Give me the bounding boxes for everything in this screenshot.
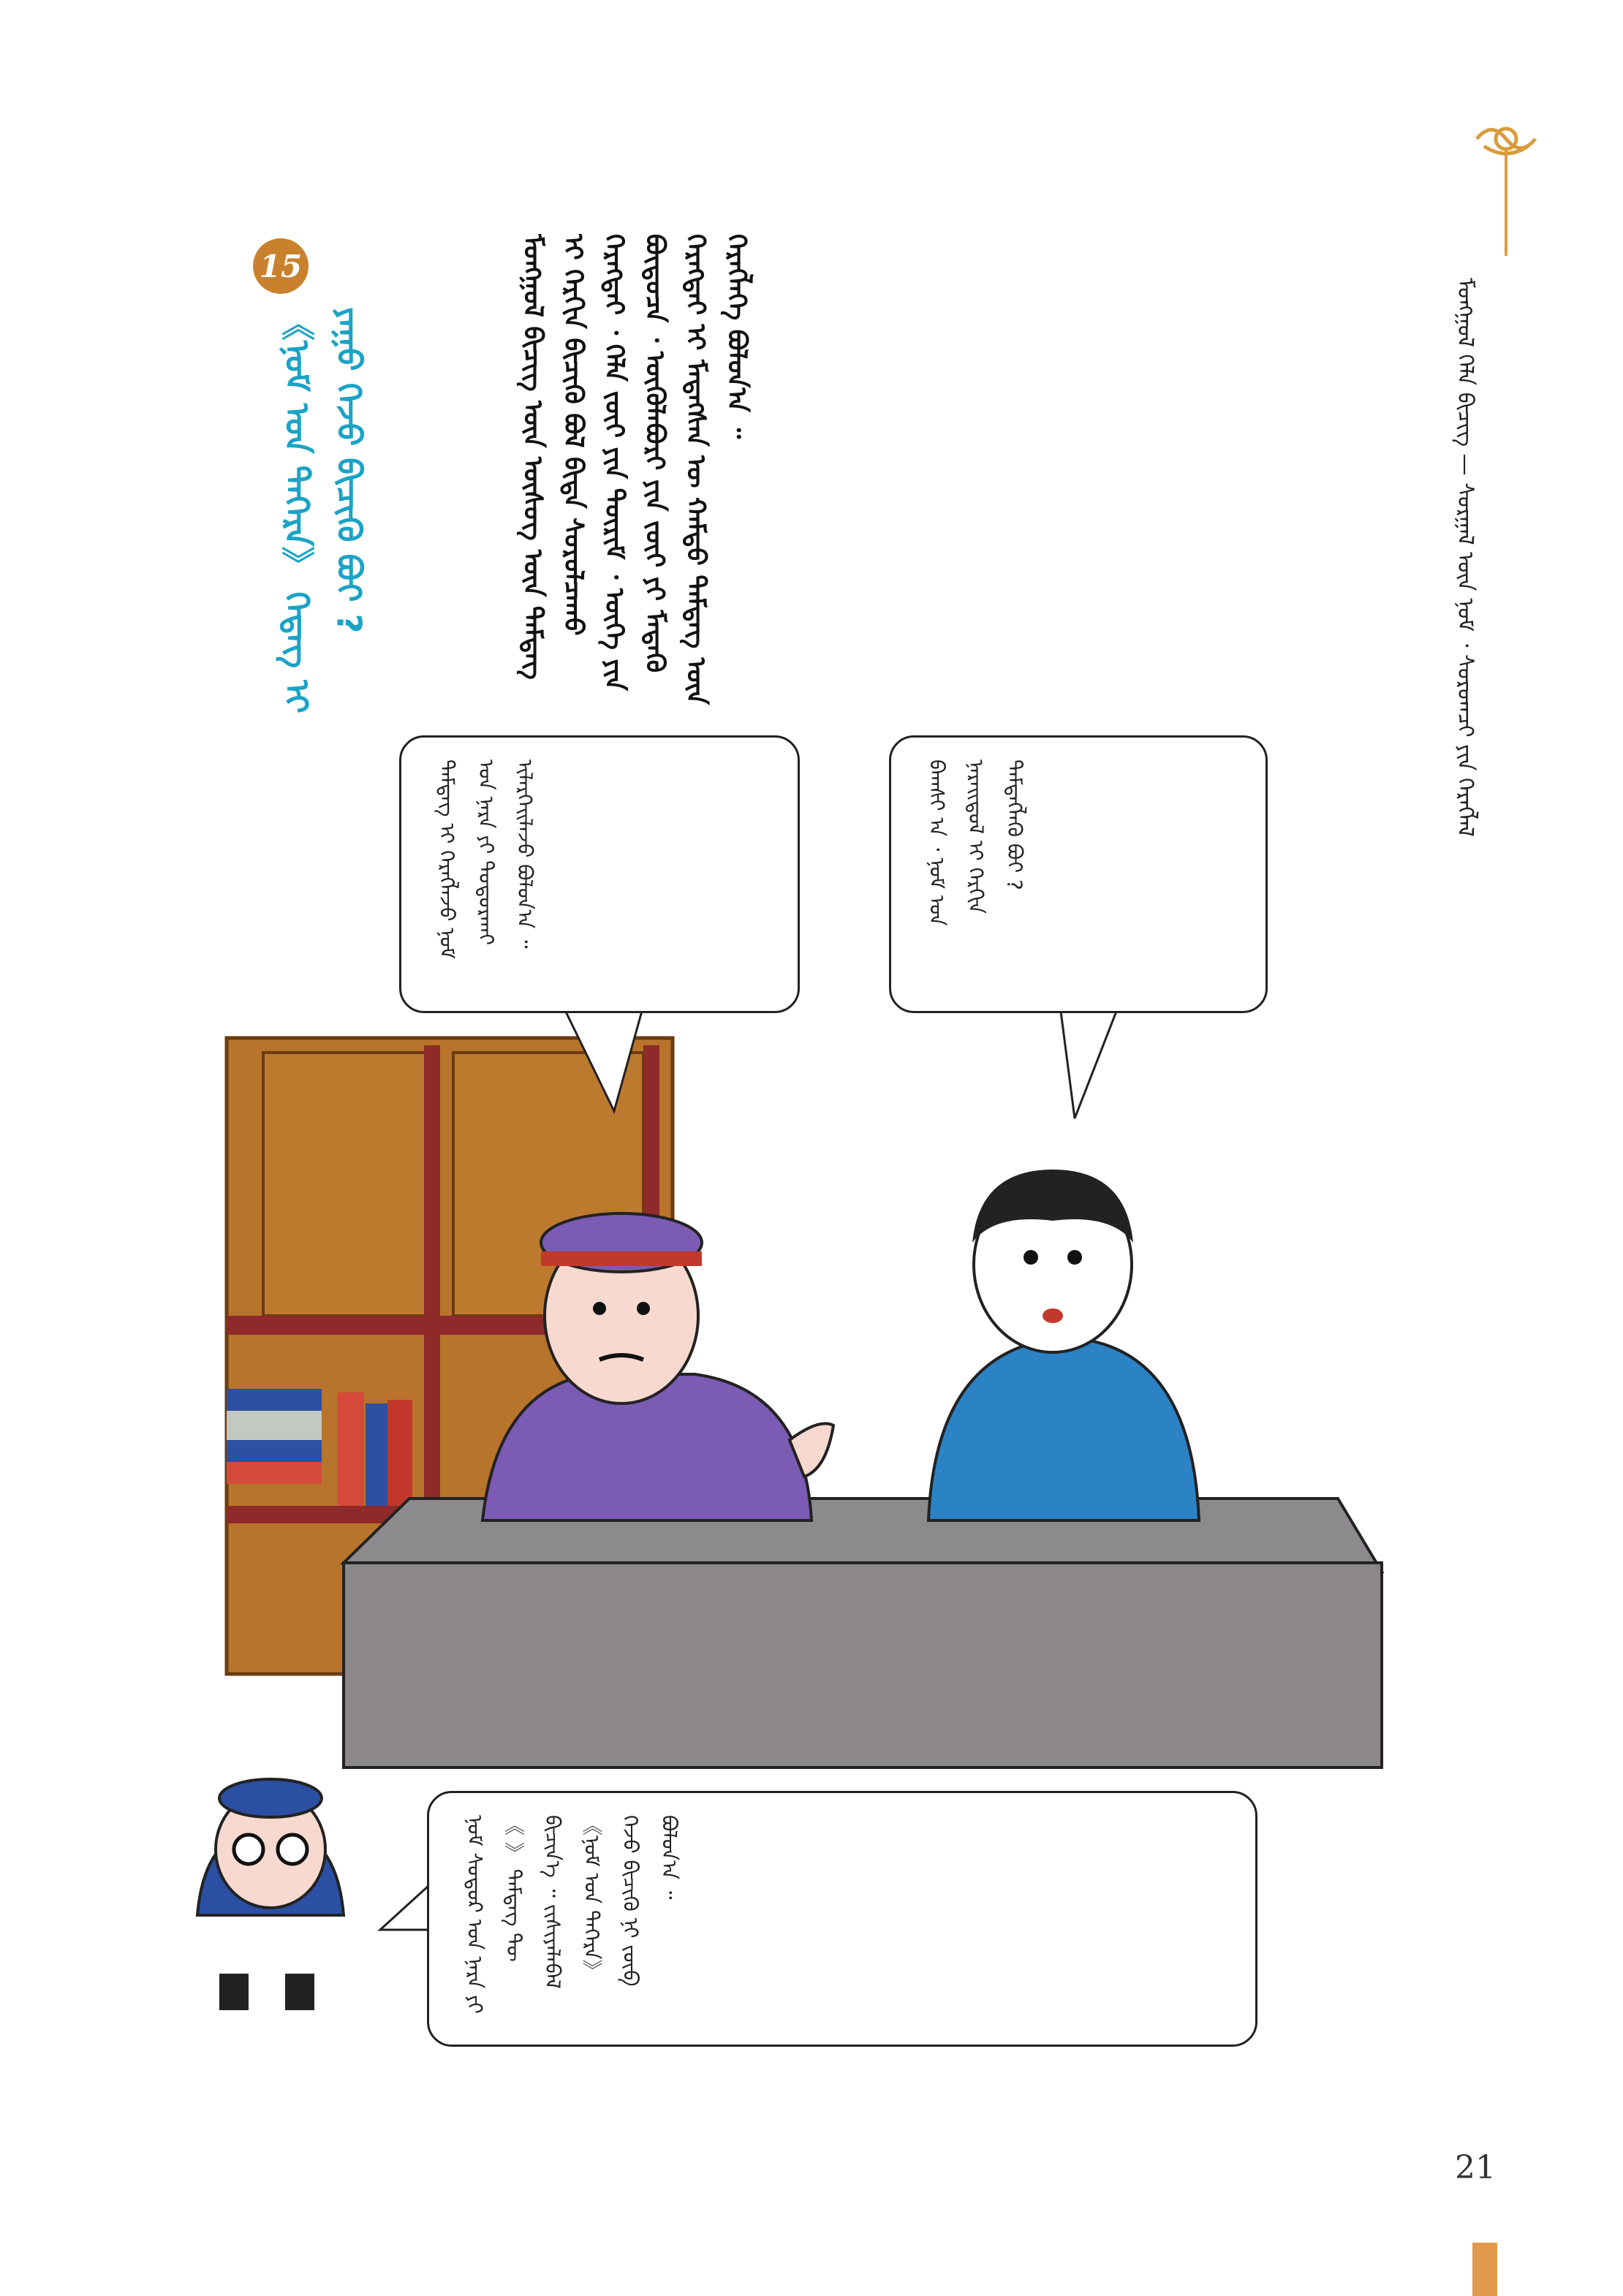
child-figure bbox=[197, 1779, 344, 2010]
page-number: 21 bbox=[1455, 2149, 1496, 2186]
speech-bubble-child bbox=[427, 1791, 1257, 2047]
speech-bubble-text: ᠲᠡᠮᠳᠡᠭ ᠢ ᠬᠡᠷᠡᠭᠯᠡᠵᠦ ᠨᠣᠮ ᠤᠨ ᠨᠡᠷᠡ ᠶᠢ ᠲᠣᠳᠣᠷᠬᠠᠢ ᠢᠯᠡᠷᠬᠡᠢᠯᠡᠵᠦ ᠪᠣᠯᠣᠨ᠎ᠠ ᠃ bbox=[435, 759, 537, 959]
bubble-tail-bottom bbox=[380, 1886, 428, 1930]
page-edge-tab bbox=[1472, 2243, 1497, 2296]
question-title: 《ᠨᠣᠮ ᠤᠨ ᠳᠡᠭᠡᠷᠡ》 ᠭᠡᠳᠡᠭ ᠢ ᠶᠠᠭᠤ ᠭᠡᠵᠦ ᠪᠢᠴᠢᠬᠦ ᠪᠤᠢ ? bbox=[277, 307, 369, 713]
speech-bubble-student bbox=[889, 735, 1268, 1013]
question-number-badge: 15 bbox=[253, 238, 309, 294]
student-figure bbox=[928, 1170, 1199, 1520]
speech-bubble-text: ᠨᠣᠮ ᠰᠤᠳᠤᠷ ᠤᠨ ᠨᠡᠷᠡ ᠶᠢ 《 》 ᠲᠡᠮᠳᠡᠭ ᠲᠦ ᠪᠢᠴᠢᠨ᠎ᠡ ᠃ ᠵᠢᠱᠢᠶᠡᠯᠡᠪᠡᠯ 《ᠨᠣᠮ ᠤᠨ ᠳᠡᠭᠡᠷᠡ》 ᠭᠡᠵᠦ ᠪᠢᠴᠢᠬᠦ ᠨᠢ ᠵᠥᠪ ᠪᠣᠯᠤᠨ᠎ᠠ ᠃ bbox=[463, 1815, 682, 2014]
bubble-tail-right bbox=[1060, 1006, 1119, 1118]
body-paragraph: ᠮᠣᠩᠭᠣᠯ ᠪᠢᠴᠢᠭ ᠦᠨ ᠦᠰᠦᠭ ᠦᠨ ᠲᠡᠮᠳᠡᠭ ᠢ ᠬᠡᠷᠬᠢᠨ ᠪᠢᠴᠢᠬᠦ ᠪᠣᠯ ᠪᠢᠳᠡ ᠰᠤᠷᠤᠯᠴᠠᠬᠤ ᠬᠡᠷᠡᠭᠲᠡᠢ ᠂ ᠬᠡᠯᠡ ᠵᠦᠢ ᠶᠢᠨ ᠳᠦᠷᠢᠮ ᠂ ᠦᠭᠡ ᠶᠢᠨ ᠪᠦᠲᠦᠴᠡ ᠂ ᠥᠭᠦᠯᠡᠪᠦᠷᠢ ᠶᠢᠨ ᠵᠦᠢ ᠶᠢ ᠮᠡᠳᠡᠬᠦ ᠬᠡᠷᠡᠭᠲᠡᠢ ᠢ ᠮᠡᠳᠡᠭᠰᠡᠨ ᠦ ᠬᠠᠮᠲᠤ ᠲᠡᠮᠳᠡᠭ ᠦᠨ ᠬᠡᠷᠡᠭᠯᠡᠭᠡ ᠪᠣᠯᠤᠨ᠎ᠠ ᠃ bbox=[517, 234, 752, 705]
desk-illustration bbox=[344, 1499, 1382, 1768]
speech-bubble-teacher bbox=[399, 735, 800, 1013]
speech-bubble-text: ᠪᠠᠭᠰᠢ ᠠ ᠂ ᠨᠣᠮ ᠤᠨ ᠨᠡᠷᠡᠢᠳᠦᠯ ᠢ ᠬᠡᠷᠬᠢᠨ ᠲᠡᠮᠳᠡᠭᠯᠡᠬᠦ ᠪᠤᠢ ? bbox=[925, 759, 1027, 926]
ornament-icon bbox=[1477, 129, 1535, 256]
running-header: ᠮᠣᠩᠭᠣᠯ ᠬᠡᠯᠡ ᠪᠢᠴᠢᠭ — ᠰᠤᠷᠭᠠᠯ ᠦᠨ ᠨᠣᠮ ᠂ ᠰᠤᠷᠤᠭᠴᠢ ᠶᠢᠨ ᠬᠡᠷᠡᠭᠯᠡᠯ bbox=[1452, 278, 1478, 837]
